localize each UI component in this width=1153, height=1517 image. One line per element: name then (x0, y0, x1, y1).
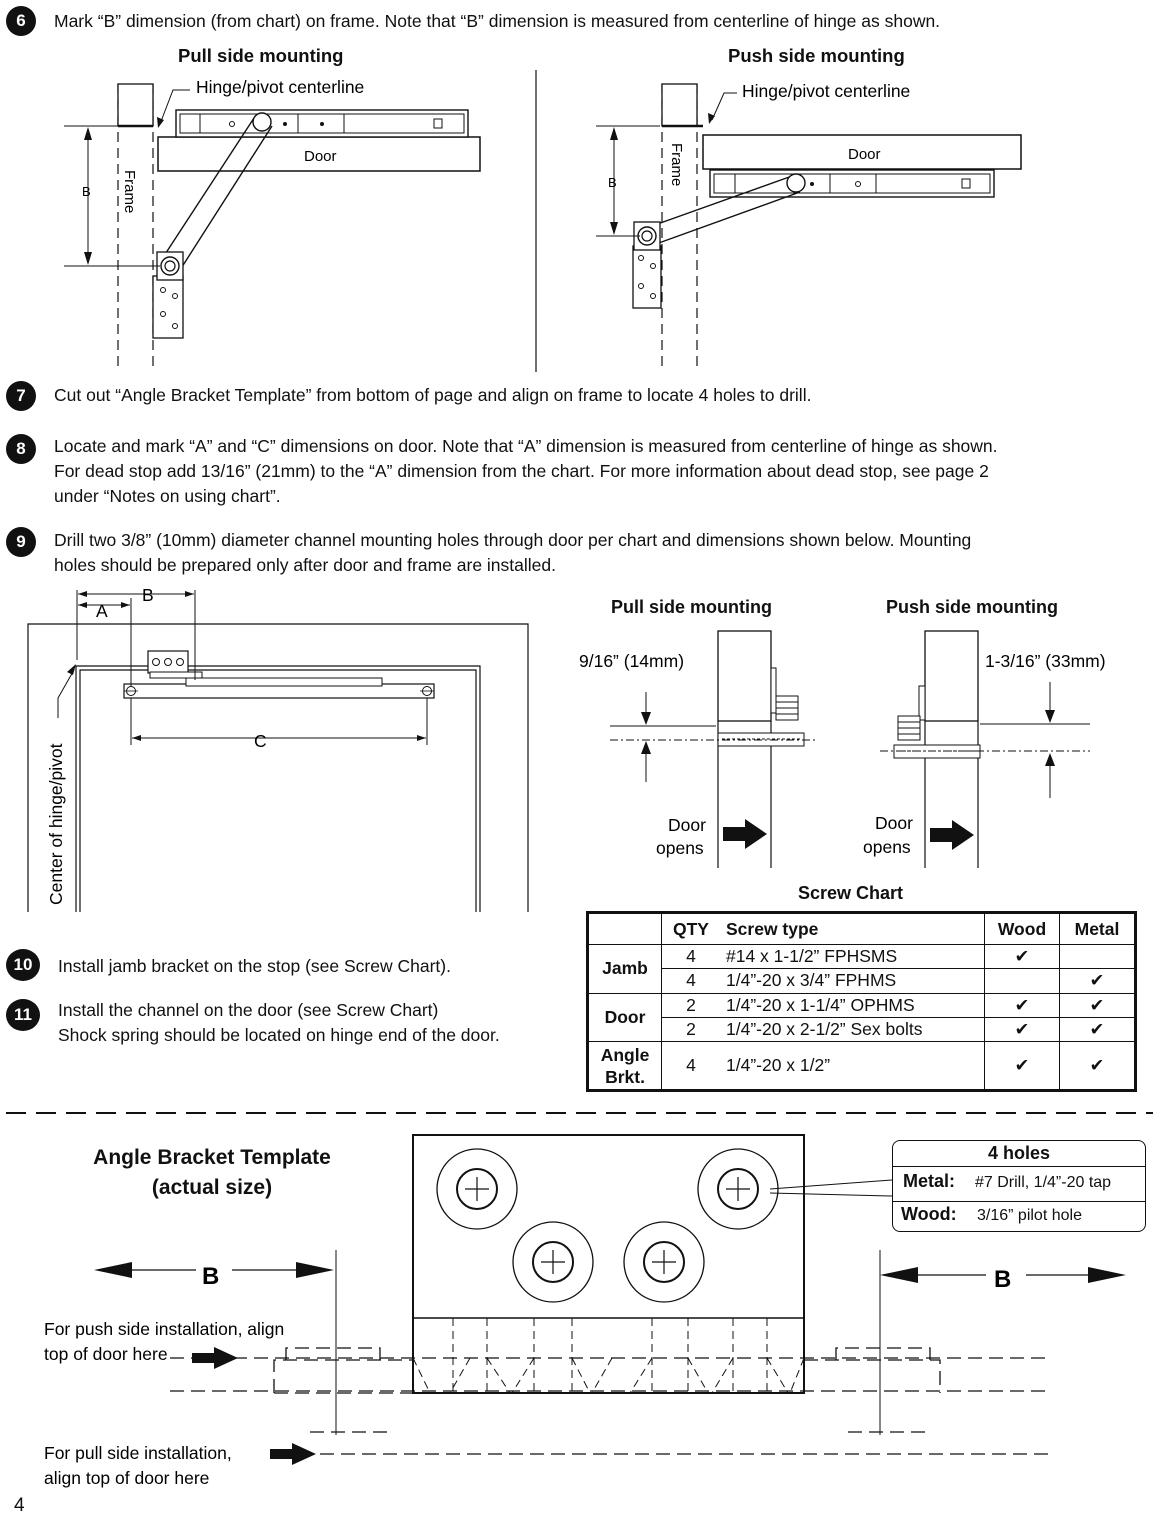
qty-cell: 2 (662, 1017, 721, 1041)
wood-check-cell: ✔ (985, 1042, 1060, 1090)
holes-legend-title: 4 holes (893, 1141, 1145, 1167)
screw-chart-header-blank (589, 914, 662, 945)
qty-cell: 4 (662, 1042, 721, 1090)
step-11-line-2: Shock spring should be located on hinge end of the door. (58, 1025, 500, 1045)
metal-label: Metal: (903, 1171, 956, 1191)
step-8-line-3: under “Notes on using chart”. (54, 486, 281, 506)
cut-line (0, 1106, 1153, 1120)
fig6-pull-b-label: B (82, 184, 91, 199)
table-row (589, 969, 1135, 993)
table-row (589, 945, 1135, 969)
figure-door-elevation (0, 580, 560, 920)
step-10-text: Install jamb bracket on the stop (see Screw Chart). (58, 956, 451, 976)
group-label-line-1: Angle (600, 1044, 650, 1065)
qty-cell: 2 (662, 993, 721, 1017)
figure-hinge-b-dimension (0, 70, 1153, 375)
step-7-badge (6, 381, 36, 411)
fig6-push-frame-label: Frame (668, 143, 685, 187)
fig6-push-drawing (596, 84, 1021, 370)
fig9-a-label: A (96, 601, 108, 621)
template-pull-note-line-2: align top of door here (44, 1468, 210, 1488)
fig9-pull-dim: 9/16” (14mm) (579, 651, 685, 671)
metal-check-cell: ✔ (1060, 993, 1135, 1017)
step-10-number: 10 (13, 955, 33, 974)
fig9-door-drawing (28, 590, 528, 912)
screw-chart-title: Screw Chart (798, 883, 904, 903)
screw-chart-header-row (589, 914, 1135, 945)
step-10-badge (6, 949, 40, 981)
fig6-pull-title: Pull side mounting (178, 45, 344, 66)
fig6-push-hinge-label: Hinge/pivot centerline (742, 81, 911, 101)
screw-chart-header-qty: QTY (662, 914, 721, 945)
wood-label: Wood: (901, 1204, 957, 1224)
wood-check-cell: ✔ (985, 945, 1060, 969)
screw-type-cell: 1/4”-20 x 2-1/2” Sex bolts (720, 1017, 985, 1041)
metal-check-cell (1060, 945, 1135, 969)
fig6-pull-hinge-label: Hinge/pivot centerline (196, 77, 365, 97)
fig6-push-b-label: B (608, 175, 617, 190)
step-9-badge (6, 527, 36, 557)
step-11-number: 11 (14, 1005, 32, 1024)
fig6-pull-frame-label: Frame (121, 170, 138, 214)
fig9-c-label: C (254, 731, 267, 751)
fig9-push-title: Push side mounting (886, 597, 1059, 617)
holes-legend-box (892, 1140, 1146, 1232)
fig9-push-dim: 1-3/16” (33mm) (985, 651, 1106, 671)
fig9-push-door-opens-1: Door (875, 813, 913, 833)
metal-value: #7 Drill, 1/4”-20 tap (975, 1174, 1112, 1191)
metal-check-cell: ✔ (1060, 1017, 1135, 1041)
screw-type-cell: 1/4”-20 x 3/4” FPHMS (720, 969, 985, 993)
step-8-line-2: For dead stop add 13/16” (21mm) to the “A” dimension from the chart. For more information about dead stop, see page 2 (54, 461, 989, 481)
screw-chart-table (586, 911, 1137, 1092)
screw-chart-group-jamb: Jamb (589, 945, 662, 994)
screw-type-cell: 1/4”-20 x 1/2” (720, 1042, 985, 1090)
fig9-center-label: Center of hinge/pivot (46, 743, 66, 905)
template-push-note-line-2: top of door here (44, 1344, 168, 1364)
qty-cell: 4 (662, 945, 721, 969)
screw-chart-group-angle-bracket (589, 1042, 662, 1090)
holes-legend-wood-row (893, 1202, 1145, 1232)
screw-type-cell: 1/4”-20 x 1-1/4” OPHMS (720, 993, 985, 1017)
group-label-line-2: Brkt. (605, 1066, 645, 1087)
step-11-badge (6, 999, 40, 1031)
step-7-text: Cut out “Angle Bracket Template” from bottom of page and align on frame to locate 4 holes to drill. (54, 385, 812, 405)
wood-value: 3/16” pilot hole (977, 1207, 1082, 1224)
template-title-line-1: Angle Bracket Template (93, 1146, 331, 1169)
template-title-line-2: (actual size) (151, 1176, 273, 1199)
template-push-note-line-1: For push side installation, align (44, 1319, 285, 1339)
step-7-number: 7 (16, 386, 26, 405)
screw-chart-group-door: Door (589, 993, 662, 1042)
step-9-number: 9 (16, 532, 26, 551)
fig9-b-label: B (142, 585, 154, 605)
step-6-text: Mark “B” dimension (from chart) on frame. Note that “B” dimension is measured from centerline of hinge as shown. (54, 11, 941, 31)
screw-chart-header-wood: Wood (985, 914, 1060, 945)
fig9-pull-door-opens-1: Door (668, 815, 706, 835)
fig6-push-title: Push side mounting (728, 45, 905, 66)
template-b-label-right: B (994, 1266, 1012, 1293)
table-row (589, 993, 1135, 1017)
qty-cell: 4 (662, 969, 721, 993)
fig6-pull-drawing (64, 84, 480, 370)
table-row (589, 1042, 1135, 1090)
screw-chart-header-metal: Metal (1060, 914, 1135, 945)
step-11-line-1: Install the channel on the door (see Screw Chart) (58, 1000, 439, 1020)
page-number: 4 (14, 1495, 25, 1516)
step-9-line-2: holes should be prepared only after door and frame are installed. (54, 555, 556, 575)
template-b-label-left: B (202, 1263, 220, 1290)
step-9-line-1: Drill two 3/8” (10mm) diameter channel mounting holes through door per chart and dimensions shown below. Mounting (54, 530, 972, 550)
table-row (589, 1017, 1135, 1041)
wood-check-cell: ✔ (985, 993, 1060, 1017)
holes-legend-metal-row (893, 1168, 1145, 1202)
fig9-pull-title: Pull side mounting (611, 597, 772, 617)
step-6-badge (6, 6, 36, 36)
fig6-pull-door-label: Door (304, 148, 337, 165)
template-pull-note-line-1: For pull side installation, (44, 1443, 232, 1463)
step-8-number: 8 (16, 439, 26, 458)
screw-type-cell: #14 x 1-1/2” FPHSMS (720, 945, 985, 969)
fig6-push-door-label: Door (848, 146, 881, 163)
wood-check-cell (985, 969, 1060, 993)
metal-check-cell: ✔ (1060, 1042, 1135, 1090)
fig9-pull-door-opens-2: opens (656, 838, 704, 858)
figure-channel-sections (570, 620, 1153, 875)
step-8-badge (6, 434, 36, 464)
wood-check-cell: ✔ (985, 1017, 1060, 1041)
step-8-line-1: Locate and mark “A” and “C” dimensions on door. Note that “A” dimension is measured from centerline of hinge as shown. (54, 436, 998, 456)
step-6-number: 6 (16, 11, 26, 30)
screw-chart-header-type: Screw type (720, 914, 985, 945)
metal-check-cell: ✔ (1060, 969, 1135, 993)
fig9-push-door-opens-2: opens (863, 837, 911, 857)
